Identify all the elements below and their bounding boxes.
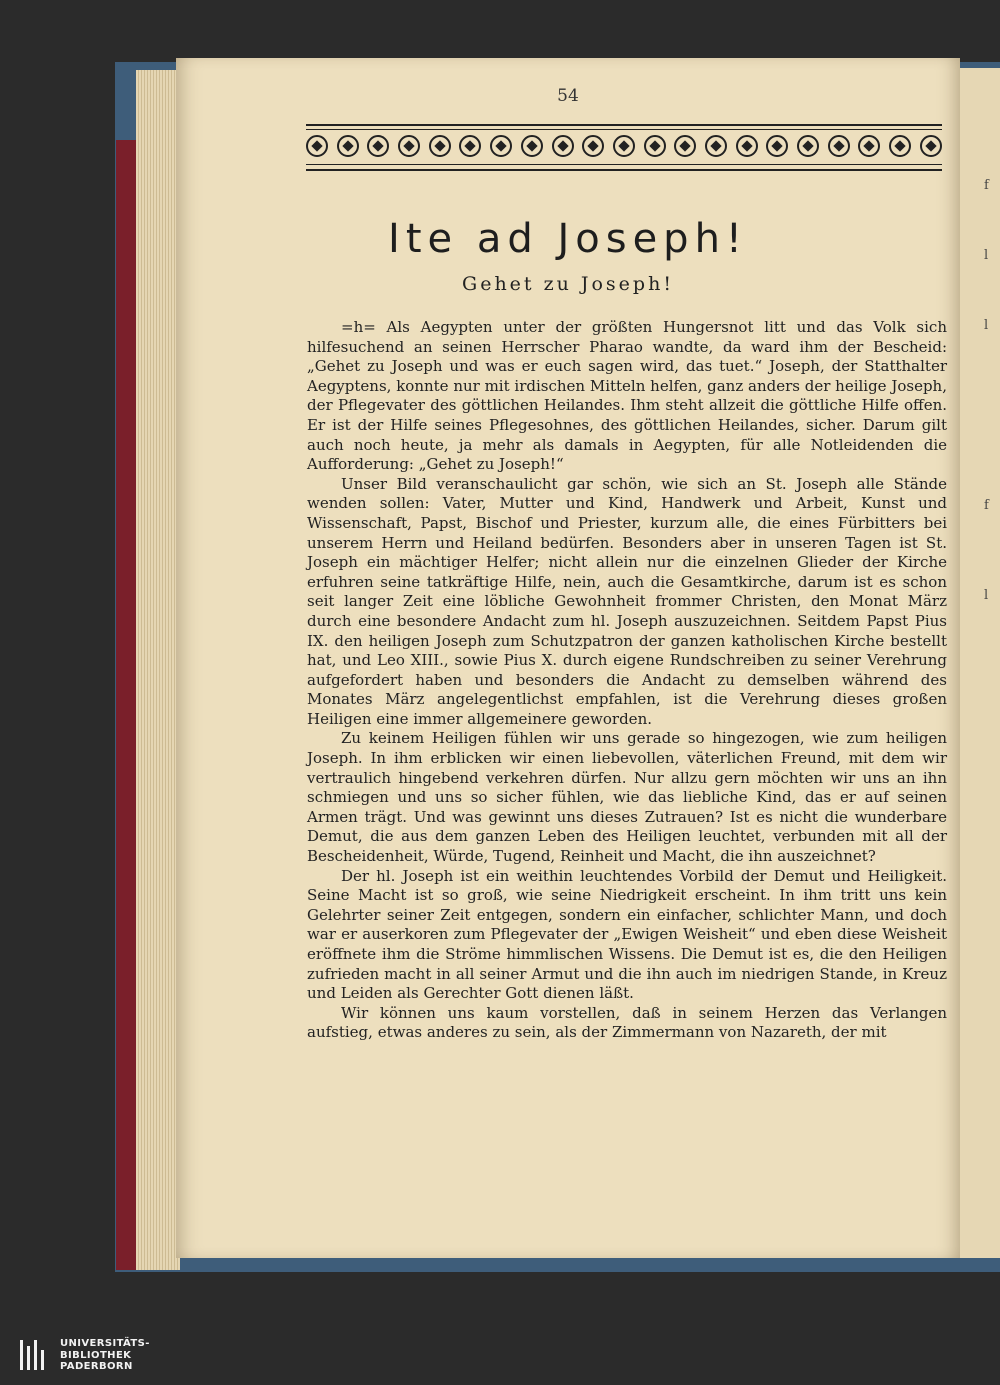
ornament-motif-icon xyxy=(889,135,911,157)
ornament-motif-icon xyxy=(705,135,727,157)
ornament-motif-icon xyxy=(306,135,328,157)
paragraph: =h= Als Aegypten unter der größten Hungersnot litt und das Volk sich hilfesuchend an seinen Herrscher Pharao wandte, da ward ihm der Bescheid: „Gehet zu Joseph und was er euch sagen wird, das tuet.“ Joseph, der Statthalter Aegyptens, konnte nur mit irdischen Mitteln helfen, ganz anders der heilige Joseph, der Pflegevater des göttlichen Heilandes. Ihm steht allzeit die göttliche Hilfe offen. Er ist der Hilfe seines Pflegesohnes, des göttlichen Heilandes, sicher. Darum gilt auch noch heute, ja mehr als damals in Aegypten, für alle Notleidenden die Aufforderung: „Gehet zu Joseph!“ xyxy=(307,318,947,474)
ornament-motif-icon xyxy=(736,135,758,157)
ornament-motif-icon xyxy=(920,135,942,157)
ornament-motif-icon xyxy=(552,135,574,157)
ornament-motif-icon xyxy=(398,135,420,157)
ornamental-border xyxy=(306,120,942,178)
adjacent-page: f l l f l xyxy=(960,68,1000,1258)
ornament-motif-icon xyxy=(797,135,819,157)
ornament-motif-icon xyxy=(613,135,635,157)
ornament-motif-icon xyxy=(674,135,696,157)
ornament-motif-icon xyxy=(644,135,666,157)
ornament-motif-icon xyxy=(490,135,512,157)
book-page xyxy=(176,58,960,1258)
library-logo-line2: BIBLIOTHEK xyxy=(60,1349,132,1361)
ornament-motif-icon xyxy=(766,135,788,157)
paragraph: Der hl. Joseph ist ein weithin leuchtendes Vorbild der Demut und Heiligkeit. Seine Macht ist so groß, wie seine Niedrigkeit erscheint. In ihm tritt uns kein Gelehrter seiner Zeit entgegen, sondern ein einfacher, schlichter Mann, und doch war er auserkoren zum Pflegevater der „Ewigen Weisheit“ und eben diese Weisheit eröffnete ihm die Ströme himmlischen Wissens. Die Demut ist es, die den Heiligen zufrieden macht in all seiner Armut und die ihn auch im niedrigen Stande, in Kreuz und Leiden als Gerechter Gott dienen läßt. xyxy=(307,866,947,1003)
paragraph: Unser Bild veranschaulicht gar schön, wie sich an St. Joseph alle Stände wenden sollen: Vater, Mutter und Kind, Handwerk und Arbeit, Kunst und Wissenschaft, Papst, Bischof und Priester, kurzum alle, die eines Fürbitters bei unserem Herrn und Heiland bedürfen. Besonders aber in unseren Tagen ist St. Joseph ein mächtiger Helfer; nicht allein nur die einzelnen Glieder der Kirche erfuhren seine tatkräftige Hilfe, nein, auch die Gesamtkirche, darum ist es schon seit langer Zeit eine löbliche Gewohnheit frommer Christen, den Monat März durch eine besondere Andacht zum hl. Joseph auszuzeichnen. Seitdem Papst Pius IX. den heiligen Joseph zum Schutzpatron der ganzen katholischen Kirche bestellt hat, und Leo XIII., sowie Pius X. durch eigene Rundschreiben zu seiner Verehrung aufgefordert haben und besonders die Andacht zu demselben während des Monates März angelegentlichst empfahlen, ist die Verehrung dieses großen Heiligen eine immer allgemeinere geworden. xyxy=(307,474,947,728)
library-logo xyxy=(18,1338,150,1373)
article-body xyxy=(307,318,947,1043)
ornament-motif-icon xyxy=(828,135,850,157)
article-subtitle: Gehet zu Joseph! xyxy=(462,273,674,295)
paragraph: Zu keinem Heiligen fühlen wir uns gerade so hingezogen, wie zum heiligen Joseph. In ihm erblicken wir einen liebevollen, väterlichen Freund, mit dem wir vertraulich hingebend verkehren dürfen. Nur allzu gern möchten wir uns an ihn schmiegen und uns so sicher fühlen, wie das liebliche Kind, das er auf seinen Armen trägt. Und was gewinnt uns dieses Zutrauen? Ist es nicht die wunderbare Demut, die aus dem ganzen Leben des Heiligen leuchtet, verbunden mit all der Bescheidenheit, Würde, Tugend, Reinheit und Macht, die ihn auszeichnet? xyxy=(307,729,947,866)
ornament-motif-icon xyxy=(429,135,451,157)
ornament-motif-icon xyxy=(367,135,389,157)
ornament-motif-icon xyxy=(459,135,481,157)
ornament-motif-icon xyxy=(337,135,359,157)
article-title: Ite ad Joseph! xyxy=(388,216,748,262)
library-logo-line3: PADERBORN xyxy=(60,1361,133,1372)
page-number: 54 xyxy=(557,86,579,106)
ornament-motif-icon xyxy=(582,135,604,157)
library-logo-icon xyxy=(18,1338,52,1372)
page-edges xyxy=(136,70,180,1270)
paragraph: Wir können uns kaum vorstellen, daß in seinem Herzen das Verlangen aufstieg, etwas anderes zu sein, als der Zimmermann von Nazareth, der mit xyxy=(307,1003,947,1042)
ornament-motif-icon xyxy=(858,135,880,157)
library-logo-line1: UNIVERSITÄTS- xyxy=(60,1338,150,1349)
ornament-motif-icon xyxy=(521,135,543,157)
